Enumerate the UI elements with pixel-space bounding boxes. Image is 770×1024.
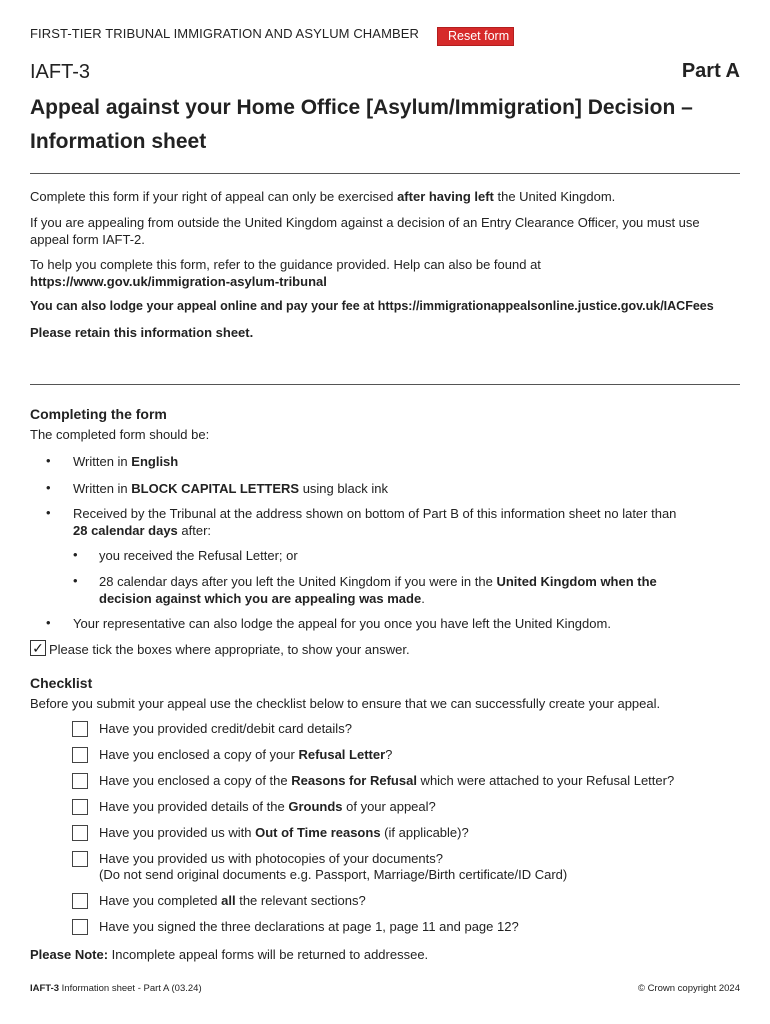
bullet-text: Written in — [73, 454, 132, 469]
bullet-block-capitals — [73, 480, 388, 497]
note-bold: Please Note: — [30, 947, 109, 962]
checklist-checkbox-reasons[interactable] — [72, 773, 88, 789]
checklist-item — [99, 773, 674, 789]
checklist-item — [99, 799, 436, 815]
retain-note: Please retain this information sheet. — [30, 325, 254, 340]
tribunal-name: FIRST-TIER TRIBUNAL IMMIGRATION AND ASYLUM CHAMBER — [30, 26, 420, 41]
tick-example-box: ✓ — [30, 640, 46, 656]
checklist-item — [99, 721, 352, 737]
checklist-text: which were attached to your Refusal Letter? — [416, 773, 675, 788]
checklist-bold: all — [221, 893, 236, 908]
bullet-text: after: — [177, 523, 212, 538]
part-label: Part A — [681, 60, 740, 82]
intro-text: the United Kingdom. — [493, 189, 616, 204]
sub-bullet: • — [73, 547, 78, 562]
checklist-bold: Reasons for Refusal — [291, 773, 417, 788]
checklist-item — [99, 893, 366, 909]
footer-text: Information sheet - Part A (03.24) — [59, 983, 202, 994]
bullet-text: Written in — [73, 481, 132, 496]
checklist-text: Have you provided us with — [99, 825, 256, 840]
bullet-text: using black ink — [299, 481, 388, 496]
checklist-checkbox-out-of-time[interactable] — [72, 825, 88, 841]
checklist-text: Have you provided us with photocopies of your documents? — [99, 851, 443, 866]
title-line-2: Information sheet — [30, 130, 207, 153]
checklist-text: Have you signed the three declarations at page 1, page 11 and page 12? — [99, 919, 519, 934]
intro-paragraph-1 — [30, 188, 742, 205]
checklist-text: Have you enclosed a copy of the — [99, 773, 292, 788]
tick-instruction: Please tick the boxes where appropriate, to show your answer. — [49, 642, 410, 657]
checklist-lead: Before you submit your appeal use the checklist below to ensure that we can successfully create your appeal. — [30, 696, 661, 711]
checklist-text: Have you completed — [99, 893, 222, 908]
checklist-text: of your appeal? — [342, 799, 436, 814]
checklist-bold: Out of Time reasons — [255, 825, 381, 840]
bullet-bold: 28 calendar days — [73, 523, 178, 538]
title-line-1: Appeal against your Home Office [Asylum/Immigration] Decision – — [30, 96, 693, 119]
reset-form-button[interactable]: Reset form — [437, 27, 514, 46]
sub-bullet-refusal: you received the Refusal Letter; or — [99, 548, 298, 563]
checklist-checkbox-photocopies[interactable] — [72, 851, 88, 867]
checklist-checkbox-card-details[interactable] — [72, 721, 88, 737]
bullet-text: Received by the Tribunal at the address shown on bottom of Part B of this information sheet no later than — [73, 506, 677, 521]
bullet: • — [46, 615, 51, 630]
completing-heading: Completing the form — [30, 406, 167, 422]
footer-form-label — [30, 983, 202, 994]
intro-text: Complete this form if your right of appeal can only be exercised — [30, 189, 398, 204]
bullet-bold: decision against which you are appealing was made — [99, 591, 422, 606]
checklist-item — [99, 851, 567, 883]
bullet: • — [46, 480, 51, 495]
checklist-text: ? — [385, 747, 393, 762]
intro-help-text: To help you complete this form, refer to the guidance provided. Help can also be found at — [30, 257, 541, 272]
checklist-checkbox-grounds[interactable] — [72, 799, 88, 815]
bullet-bold: BLOCK CAPITAL LETTERS — [131, 481, 300, 496]
bullet: • — [46, 453, 51, 468]
bullet-text: 28 calendar days after you left the United Kingdom if you were in the — [99, 574, 497, 589]
checklist-text: Have you enclosed a copy of your — [99, 747, 299, 762]
intro-paragraph-3 — [30, 256, 742, 290]
note-text: Incomplete appeal forms will be returned to addressee. — [108, 947, 429, 962]
checklist-checkbox-declarations[interactable] — [72, 919, 88, 935]
sub-bullet: • — [73, 573, 78, 588]
footer-copyright: © Crown copyright 2024 — [637, 983, 740, 994]
checklist-heading: Checklist — [30, 675, 93, 691]
online-appeal-note: You can also lodge your appeal online and pay your fee at https://immigrationappealsonline.justice.gov.uk/IACFees — [30, 299, 714, 313]
checklist-text: the relevant sections? — [235, 893, 366, 908]
divider — [30, 173, 740, 174]
form-code: IAFT-3 — [30, 61, 91, 83]
intro-paragraph-2: If you are appealing from outside the United Kingdom against a decision of an Entry Clearance Officer, you must use appeal form IAFT-2. — [30, 215, 700, 247]
bullet-bold: English — [131, 454, 179, 469]
checklist-item — [99, 747, 392, 763]
checklist-text: Have you provided credit/debit card details? — [99, 721, 352, 736]
checklist-bold: Grounds — [288, 799, 343, 814]
incomplete-note — [30, 946, 742, 963]
footer-code: IAFT-3 — [30, 983, 60, 994]
checklist-checkbox-all-sections[interactable] — [72, 893, 88, 909]
sub-bullet-left-uk — [99, 573, 739, 607]
checklist-item — [99, 825, 469, 841]
checklist-text: (if applicable)? — [380, 825, 469, 840]
page-title — [30, 91, 750, 159]
bullet-text: . — [421, 591, 425, 606]
checklist-text: Have you provided details of the — [99, 799, 289, 814]
bullet-bold: United Kingdom when the — [496, 574, 657, 589]
bullet-english — [73, 453, 178, 470]
divider — [30, 384, 740, 385]
bullet-received — [73, 505, 733, 539]
completing-lead: The completed form should be: — [30, 427, 210, 442]
checklist-item — [99, 919, 519, 935]
checklist-bold: Refusal Letter — [298, 747, 386, 762]
intro-bold: after having left — [397, 189, 494, 204]
bullet: • — [46, 505, 51, 520]
checklist-checkbox-refusal-letter[interactable] — [72, 747, 88, 763]
guidance-link[interactable]: https://www.gov.uk/immigration-asylum-tribunal — [30, 274, 327, 289]
checklist-text: (Do not send original documents e.g. Passport, Marriage/Birth certificate/ID Card) — [99, 867, 568, 882]
bullet-representative: Your representative can also lodge the appeal for you once you have left the United Kingdom. — [73, 616, 611, 631]
